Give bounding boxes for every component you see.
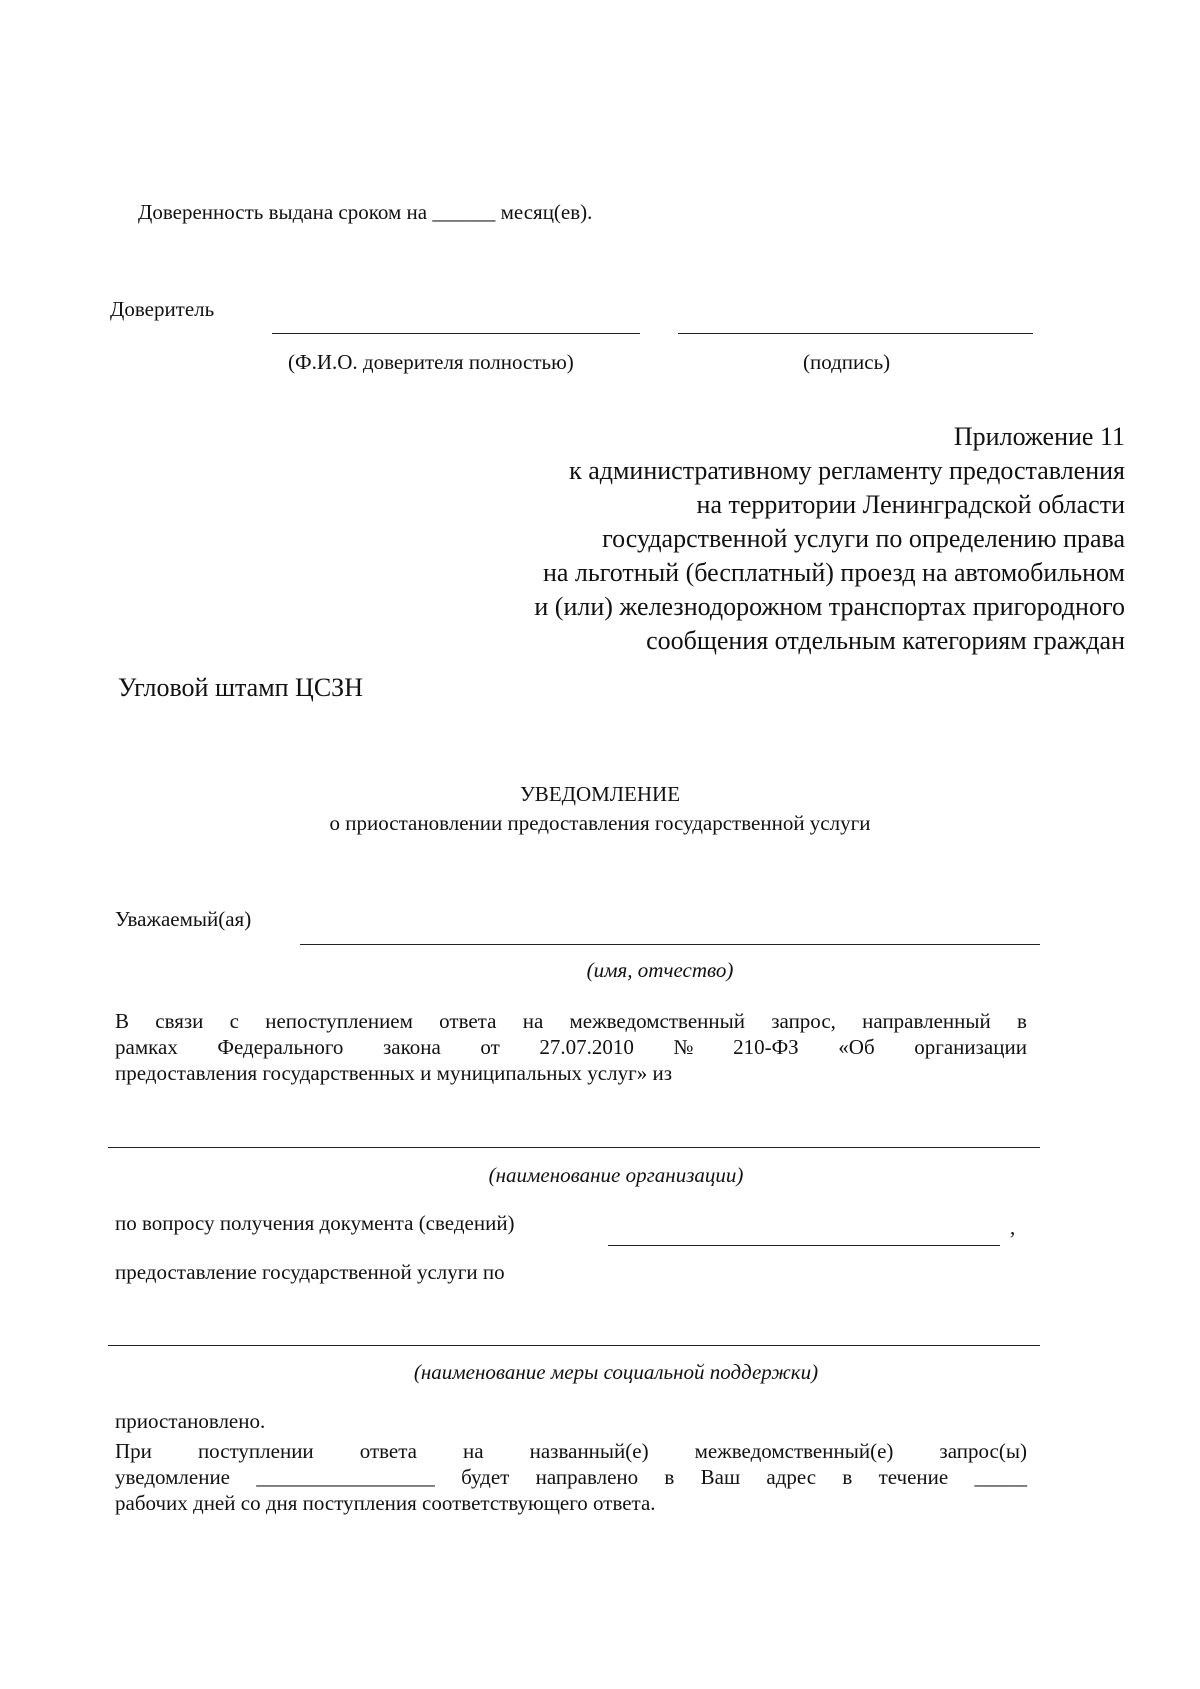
appendix-line: на территории Ленинградской области xyxy=(696,490,1125,519)
word: Ваш xyxy=(700,1465,741,1489)
document-question-label: по вопросу получения документа (сведений) xyxy=(115,1211,515,1235)
appendix-header xyxy=(534,420,1125,658)
fio-caption: (Ф.И.О. доверителя полностью) xyxy=(288,350,574,374)
appendix-line: сообщения отдельным категориям граждан xyxy=(646,626,1125,655)
paragraph-line: рабочих дней со дня поступления соответствующего ответа. xyxy=(115,1491,656,1515)
document-line xyxy=(608,1245,1000,1246)
proxy-term-blank: ______ xyxy=(432,200,496,224)
fio-signature-line xyxy=(272,333,640,334)
signature-caption: (подпись) xyxy=(803,350,891,374)
principal-label: Доверитель xyxy=(110,297,215,321)
proxy-term-line xyxy=(138,200,592,225)
word: межведомственный(е) xyxy=(694,1439,894,1463)
measure-caption: (наименование меры социальной поддержки) xyxy=(413,1360,819,1384)
word: на xyxy=(463,1439,484,1463)
organization-line xyxy=(108,1147,1040,1148)
word: с xyxy=(229,1009,239,1033)
paragraph-line xyxy=(115,1008,1027,1034)
word: ответа xyxy=(359,1439,417,1463)
name-line xyxy=(300,944,1040,945)
greeting-label: Уважаемый(ая) xyxy=(115,907,252,931)
service-by-label: предоставление государственной услуги по xyxy=(115,1260,505,1284)
word: 27.07.2010 xyxy=(539,1035,634,1059)
paragraph-line xyxy=(115,1438,1027,1464)
word: от xyxy=(480,1035,500,1059)
signature-line xyxy=(678,333,1033,334)
paragraph-line: предоставления государственных и муниципальных услуг» из xyxy=(115,1061,673,1085)
paragraph-interagency xyxy=(115,1008,1027,1086)
appendix-line: Приложение 11 xyxy=(953,422,1125,451)
word: связи xyxy=(155,1009,204,1033)
word: В xyxy=(115,1009,130,1033)
word: рамках xyxy=(115,1035,178,1059)
word: запрос(ы) xyxy=(939,1439,1027,1463)
paragraph-line xyxy=(115,1034,1027,1060)
comma: , xyxy=(1010,1215,1016,1239)
word: 210-ФЗ xyxy=(733,1035,799,1059)
word: непоступлением xyxy=(265,1009,413,1033)
word: межведомственный xyxy=(569,1009,745,1033)
days-blank: _____ xyxy=(974,1465,1027,1489)
notice-subtitle: о приостановлении предоставления государственной услуги xyxy=(329,811,871,835)
appendix-line: к административному регламенту предоставления xyxy=(569,456,1125,485)
measure-line xyxy=(108,1345,1040,1346)
word: будет xyxy=(461,1465,510,1489)
word: запрос, xyxy=(771,1009,836,1033)
word: «Об xyxy=(838,1035,875,1059)
word: названный(е) xyxy=(529,1439,649,1463)
word: При xyxy=(115,1439,152,1463)
word: направленный xyxy=(862,1009,991,1033)
corner-stamp-label: Угловой штамп ЦСЗН xyxy=(118,673,363,702)
notice-title: УВЕДОМЛЕНИЕ xyxy=(519,782,681,806)
word: направлено xyxy=(535,1465,639,1489)
word: поступлении xyxy=(197,1439,314,1463)
suspended-label: приостановлено. xyxy=(115,1409,266,1433)
paragraph-response xyxy=(115,1438,1027,1516)
word: на xyxy=(522,1009,544,1033)
word: адрес xyxy=(766,1465,817,1489)
proxy-term-prefix: Доверенность выдана сроком на xyxy=(138,200,428,224)
organization-caption: (наименование организации) xyxy=(488,1163,744,1187)
word: ответа xyxy=(439,1009,497,1033)
word: организации xyxy=(914,1035,1027,1059)
word: в xyxy=(842,1465,853,1489)
word: уведомление xyxy=(115,1465,231,1489)
appendix-line: государственной услуги по определению права xyxy=(602,524,1125,553)
name-caption: (имя, отчество) xyxy=(586,958,734,982)
proxy-term-suffix: месяц(ев). xyxy=(500,200,593,224)
paragraph-line xyxy=(115,1464,1027,1490)
word: в xyxy=(1017,1009,1027,1033)
word: закона xyxy=(383,1035,441,1059)
appendix-line: и (или) железнодорожном транспортах пригородного xyxy=(534,592,1125,621)
word: в xyxy=(664,1465,675,1489)
word: течение xyxy=(878,1465,949,1489)
word: Федерального xyxy=(217,1035,344,1059)
word: № xyxy=(673,1035,694,1059)
sender-blank: _________________ xyxy=(256,1465,435,1489)
appendix-line: на льготный (бесплатный) проезд на автомобильном xyxy=(542,558,1125,587)
